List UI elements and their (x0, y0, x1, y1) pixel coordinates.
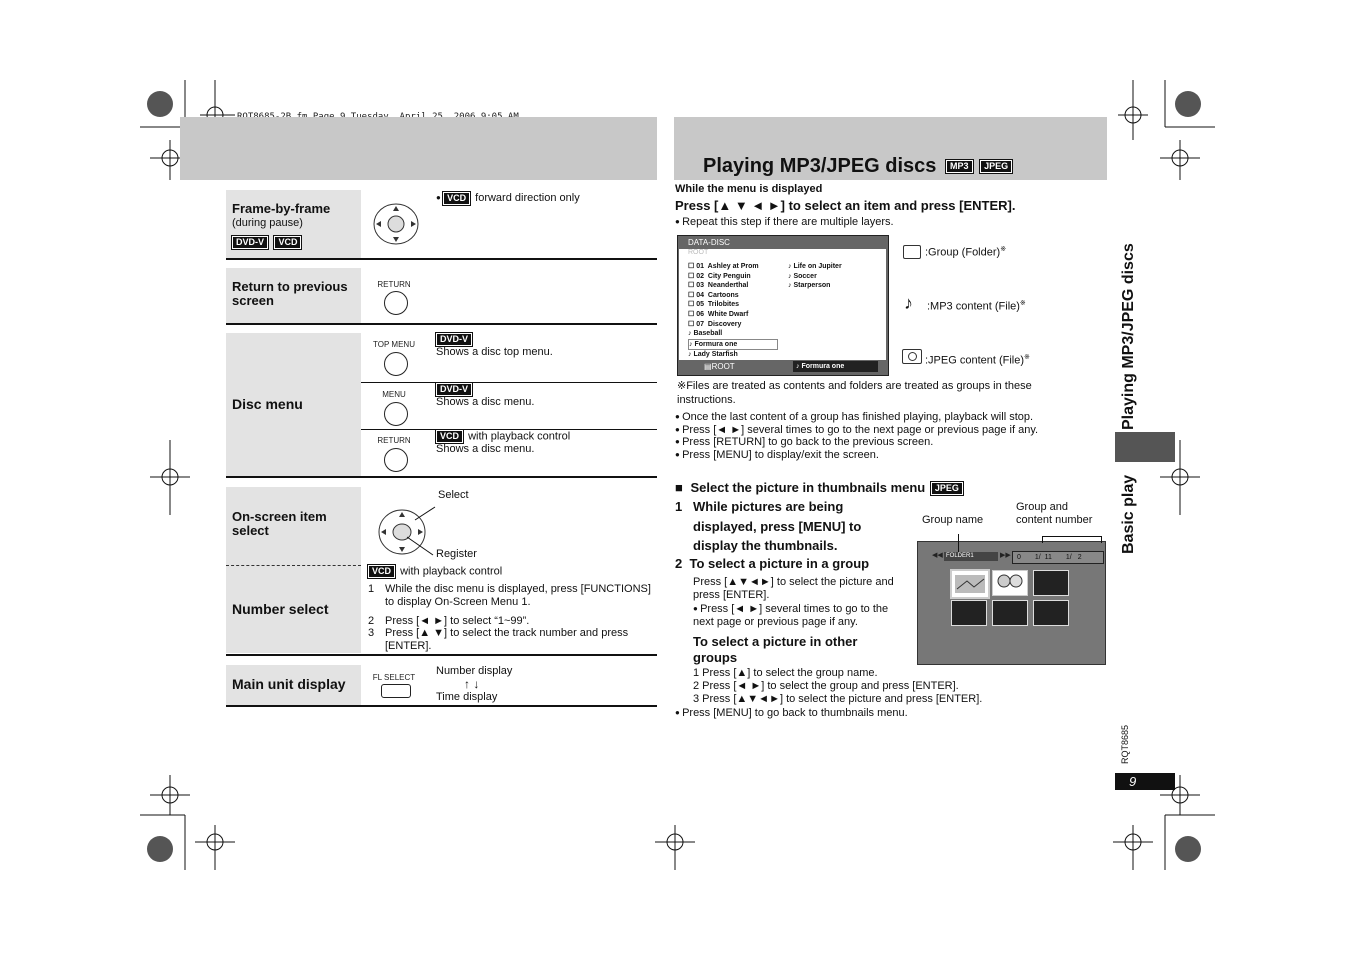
step-number: 3 (368, 627, 375, 639)
bullet-list (675, 411, 1038, 461)
discmenu-item-1-text: Shows a disc top menu. (436, 346, 553, 359)
divider (226, 323, 657, 325)
frame-sub: (during pause) (232, 217, 303, 229)
badge-dvdv: DVD-V (232, 236, 268, 249)
discmenu-item-2 (436, 383, 534, 409)
select-label: Select (438, 489, 469, 501)
list-item[interactable]: ♪ Soccer (788, 272, 817, 280)
divider (226, 258, 657, 260)
number-select-title: Number select (232, 601, 329, 617)
list-item[interactable]: ☐ 03 Neanderthal (688, 282, 749, 290)
page-title-text: Playing MP3/JPEG discs (703, 155, 937, 177)
list-item[interactable]: ☐ 07 Discovery (688, 320, 742, 328)
discmenu-item-2-text: Shows a disc menu. (436, 396, 535, 409)
bracket-group-content (1042, 536, 1102, 543)
frame-badges (232, 234, 303, 252)
discmenu-title: Disc menu (232, 396, 303, 412)
list-item[interactable]: ☐ 02 City Penguin (688, 272, 751, 280)
thumbnail-item[interactable] (992, 570, 1028, 596)
step-text: Press [◄ ►] to select “1~99”. (385, 615, 530, 627)
onscreen-title: On-screen item select (232, 509, 327, 538)
step-number: 2 (368, 615, 375, 627)
number-select-badge-line (368, 565, 502, 578)
badge-mp3: MP3 (946, 160, 973, 173)
time-display-label: Time display (436, 691, 498, 703)
list-item[interactable]: ☐ 06 White Dwarf (688, 310, 749, 318)
bracket-group-name (958, 534, 959, 552)
screen-title: DATA-DISC (688, 238, 730, 247)
thumbnail-item[interactable] (1033, 570, 1069, 596)
step-2: 2 To select a picture in a group (675, 556, 870, 571)
folder-name-box[interactable]: FOLDER1 (944, 552, 998, 561)
return-button[interactable] (384, 291, 408, 315)
number-step-3 (368, 627, 653, 653)
page-number: 9 (1115, 773, 1175, 790)
thumbnail-item-selected[interactable] (950, 569, 990, 599)
thumbnail-item[interactable] (1033, 600, 1069, 626)
list-item[interactable]: ♪ Lady Starfish (688, 351, 738, 359)
other-step: 3 Press [▲▼◄►] to select the picture and press [ENTER]. (693, 693, 983, 705)
step-number: 1 (368, 583, 375, 595)
dpad-icon (372, 202, 420, 246)
return-button-label: RETURN (377, 280, 411, 289)
model-code: RQT8685 (1120, 725, 1130, 765)
badge-vcd: VCD (274, 236, 301, 249)
return-button-2[interactable] (384, 448, 408, 472)
left-header-band (180, 117, 657, 180)
badge-dvdv: DVD-V (436, 333, 472, 346)
screen-root: ROOT (688, 249, 709, 256)
step-1-text: While pictures are being displayed, press [MENU] to display the thumbnails. (693, 499, 862, 553)
thumbnail-item[interactable] (992, 600, 1028, 626)
discmenu-item-3 (436, 430, 570, 456)
camera-icon (902, 349, 922, 364)
frame-note (436, 191, 580, 205)
footnote: ※Files are treated as contents and folders are treated as groups in these instructions. (677, 380, 1032, 406)
number-select-extra: with playback control (400, 565, 503, 578)
screen-footer-right: ♪ Formura one (793, 361, 878, 372)
badge-jpeg: JPEG (980, 160, 1012, 173)
list-item[interactable]: ☐ 04 Cartoons (688, 291, 739, 299)
discmenu-item-1 (436, 333, 553, 359)
list-item[interactable]: ♪ Life on Jupiter (788, 263, 842, 270)
dashed-divider (226, 565, 361, 566)
frame-note-text: forward direction only (475, 192, 580, 204)
side-tab-top: Playing MP3/JPEG discs (1120, 243, 1137, 430)
list-item[interactable]: ☐ 05 Trilobites (688, 301, 740, 309)
group-content-label: Group and content number (1016, 501, 1093, 526)
repeat-note (675, 215, 894, 229)
page-title (703, 155, 1014, 178)
divider (226, 705, 657, 707)
list-item[interactable]: ♪ Starperson (788, 282, 831, 290)
repeat-note-text: Repeat this step if there are multiple layers. (682, 216, 894, 228)
while-menu-label: While the menu is displayed (675, 183, 823, 195)
register-label: Register (436, 548, 477, 560)
other-step: 2 Press [◄ ►] to select the group and press [ENTER]. (693, 680, 959, 692)
thumbnail-screen (917, 541, 1106, 665)
step-2-text: Press [▲▼◄►] to select the picture and press [ENTER]. (693, 576, 894, 601)
bullet-1: ● Once the last content of a group has finished playing, playback will stop. (675, 411, 1038, 424)
menu-button[interactable] (384, 402, 408, 426)
list-item-selected[interactable]: ♪ Formura one (688, 339, 778, 351)
data-disc-screen (677, 235, 889, 376)
square-bullet-icon: ■ (675, 480, 683, 495)
other-step: 1 Press [▲] to select the group name. (693, 667, 878, 679)
legend-mp3: :MP3 content (File)※ (927, 300, 1026, 313)
folder-icon (903, 245, 921, 259)
divider (226, 654, 657, 656)
side-tab-bottom: Basic play (1120, 474, 1137, 554)
return-button-label-2: RETURN (377, 436, 411, 445)
top-menu-button[interactable] (384, 352, 408, 376)
badge-vcd: VCD (436, 430, 463, 443)
step-text: While the disc menu is displayed, press [FUNCTIONS] to display On-Screen Menu 1. (385, 583, 651, 608)
file-list-right (788, 262, 842, 291)
folder-list (688, 262, 778, 360)
other-steps (693, 667, 982, 706)
frame-title: Frame-by-frame (232, 201, 331, 216)
badge-jpeg: JPEG (931, 482, 963, 495)
thumb-heading-text: Select the picture in thumbnails menu (690, 480, 926, 495)
list-item[interactable]: ☐ 01 Ashley at Prom (688, 263, 759, 270)
final-bullet: ● Press [MENU] to go back to thumbnails menu. (675, 706, 908, 720)
counter-box: 0 1/ 11 1/ 2 (1012, 551, 1104, 564)
step-text: Press [▲ ▼] to select the track number and press [ENTER]. (385, 627, 629, 652)
music-note-icon: ♪ (904, 293, 913, 313)
other-groups-title: To select a picture in other groups (693, 634, 858, 665)
badge-vcd: VCD (368, 565, 395, 578)
bullet-2: ● Press [◄ ►] several times to go to the next page or previous page if any. (675, 424, 1038, 437)
mainunit-title: Main unit display (232, 676, 346, 692)
badge-vcd: VCD (443, 192, 470, 205)
bullet-3: ● Press [RETURN] to go back to the previous screen. (675, 436, 1038, 449)
legend-group: :Group (Folder)※ (925, 246, 1007, 259)
thumbnail-item[interactable] (951, 600, 987, 626)
prev-icon[interactable]: ◀◀ (932, 552, 943, 559)
step-2-bullet: ● Press [◄ ►] several times to go to the next page or previous page if any. (693, 602, 908, 629)
discmenu-item-3-extra: with playback control (468, 430, 571, 443)
step-2-title: To select a picture in a group (689, 556, 870, 571)
fl-select-button-label: FL SELECT (372, 673, 416, 682)
legend-jpeg: :JPEG content (File)※ (925, 354, 1030, 367)
display-arrows: ↑ ↓ (464, 677, 480, 691)
step-1: 1 While pictures are being displayed, press [MENU] to display the thumbnails. (675, 497, 890, 556)
number-step-1 (368, 583, 653, 609)
thumb-heading (675, 480, 965, 495)
badge-dvdv: DVD-V (436, 383, 472, 396)
side-tab-block (1115, 432, 1175, 462)
press-line: Press [▲ ▼ ◄ ►] to select an item and press [ENTER]. (675, 198, 1016, 213)
screen-footer-left: ▤ROOT (704, 362, 735, 371)
group-name-label: Group name (922, 514, 984, 526)
list-item[interactable]: ♪ Baseball (688, 330, 723, 338)
bullet-4: ● Press [MENU] to display/exit the screen. (675, 449, 1038, 462)
menu-button-label: MENU (382, 390, 406, 399)
discmenu-item-3-text: Shows a disc menu. (436, 443, 535, 456)
top-menu-button-label: TOP MENU (373, 340, 415, 349)
next-icon[interactable]: ▶▶ (1000, 552, 1011, 559)
return-title: Return to previous screen (232, 279, 348, 308)
number-display-label: Number display (436, 665, 513, 677)
divider (226, 476, 657, 478)
fl-select-button[interactable] (381, 684, 411, 698)
